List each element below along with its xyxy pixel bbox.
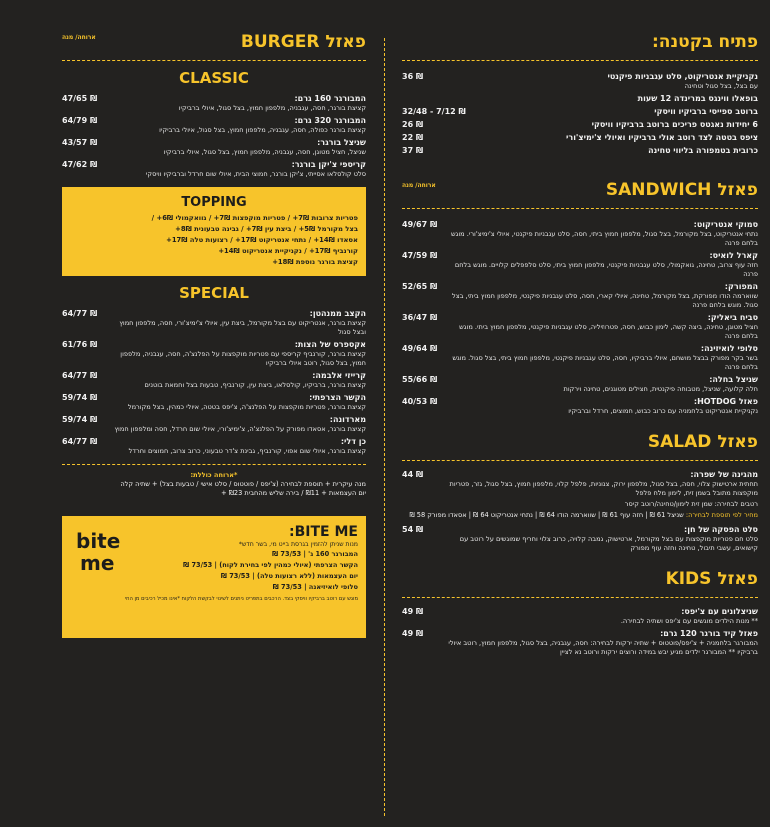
item-name: 6 יחידות נאגטס פריכים ברוטב ברביקיו וויסקי xyxy=(591,120,758,129)
menu-item xyxy=(62,159,366,179)
item-price: 64/79 ₪ xyxy=(62,116,98,125)
menu-item xyxy=(62,115,366,135)
text-line: קציצת בורגר נוספת 18₪+ xyxy=(272,258,358,266)
item-desc: קציצת בורגר, איולי שום אפוי, קורנביף, גבינת צ'דר טבעוני, כרוב צרוב, חמוצים וחרדל xyxy=(128,447,366,455)
menu-item xyxy=(402,628,758,657)
burger-note: ארוחה/ מנה xyxy=(62,34,96,41)
item-desc: קציצת בורגר, קורנביף קריספי עם פטריות מוקפצות על הפלנצ'ה, חסה, עגבניה, מלפפון חמוץ, בצל סגול, רוטב איולי ברביקיו xyxy=(120,350,366,367)
text-line: קורנביף 17₪+ / נקניקיית אנטריקוט 14₪+ xyxy=(218,247,358,255)
menu-item xyxy=(402,606,758,626)
item-price: 59/74 ₪ xyxy=(62,415,98,424)
bite-me-sub: מנות שניתן להזמין בגרסת בייט מי, בשר חדש* xyxy=(238,541,358,548)
menu-item xyxy=(62,414,366,434)
item-price: 49 ₪ xyxy=(402,629,424,638)
classic-list xyxy=(62,93,366,179)
classic-title: CLASSIC xyxy=(179,69,249,87)
item-name: ציפס בטטה לצד רוטב אולי ברביקיו ואיולי צ'ימיצ'ורי xyxy=(566,133,758,142)
item-price: 64/77 ₪ xyxy=(62,437,98,446)
item-name: הקשר הצרפתי: xyxy=(309,393,366,402)
menu-item xyxy=(62,392,366,412)
item-desc: עם בצל, בצל סגול וטחינה xyxy=(684,82,758,90)
menu-item xyxy=(402,93,758,104)
item-name: קרייזי אלבמה: xyxy=(312,371,366,380)
item-name: מארדונה: xyxy=(329,415,366,424)
bite-me-title: BITE ME: xyxy=(289,524,358,540)
item-price: 37 ₪ xyxy=(402,146,424,155)
bite-me-logo xyxy=(72,526,132,578)
menu-item xyxy=(402,132,758,143)
burger-divider xyxy=(62,60,366,61)
starters-divider xyxy=(402,60,758,61)
meal-title: *ארוחה כוללת: xyxy=(190,471,238,479)
text-line: הקשר הצרפתי (איולי כמהין לפי בחירת לקוח) | 73/53 ₪ xyxy=(183,561,358,569)
item-name: קריספי צ'יקן בורגר: xyxy=(291,160,366,169)
salad-title: פאזל SALAD xyxy=(647,432,758,452)
item-desc: חציל מטוגן, טחינה, ביצה קשה, לימון כבוש, חסה, פטרוזיליה, סלט עגבניות פיקנטי, מלפפון חמוץ ביתי. מוגש בלחם פרנה xyxy=(459,323,758,340)
item-desc: רטבים לבחירה: שמן זית לימון/טחינה/רוטב קיסר xyxy=(624,500,758,508)
meal-line-1: מנה עיקרית + תוספת לבחירה (צ'יפס / פוטטוס / סלט אישי / טבעות בצל) + שתיה קלה xyxy=(120,480,366,488)
special-list xyxy=(62,308,366,456)
menu-item xyxy=(402,106,758,117)
text-line: בצל מקורמל 5₪+ / ביצת עין 7₪+ / גבינה טבעונית 8₪+ xyxy=(175,225,358,233)
item-desc: קציצת בורגר, חסה, עגבניה, מלפפון חמוץ, בצל סגול, איולי ברביקיו xyxy=(178,104,366,112)
menu-item xyxy=(402,145,758,156)
meal-divider xyxy=(62,464,366,465)
item-name: פאזל קיד בורגר 120 גרם: xyxy=(660,629,758,638)
menu-item xyxy=(62,339,366,368)
item-name: סלט הפסקה של חן: xyxy=(684,525,758,534)
item-desc: קציצת בורגר כפולה, חסה, עגבניה, מלפפון חמוץ, בצל סגול, איולי ברביקיו xyxy=(159,126,366,134)
item-price: 40/53 ₪ xyxy=(402,397,438,406)
item-desc: קציצת בורגר, אסאדו מפורק על הפלנצ'ה, צ'ימיצ'ורי, איולי שום חרדל, חסה ומלפפון חמוץ xyxy=(114,425,366,433)
topping-title: TOPPING xyxy=(181,195,247,210)
item-desc: חלה קלועה, שניצל, מטבוחה פיקנטית, חצילים מטוגנים, טחינה וירקות xyxy=(563,385,758,393)
menu-item xyxy=(402,312,758,341)
item-desc: חזה עוף צרוב, טחינה, גואקמולי, סלט עגבניות פיקנטי, מלפפון חמוץ ביתי, סלט סלפפלים קלויים. מוגש בלחם פרנה xyxy=(454,261,758,278)
menu-item xyxy=(402,500,758,509)
logo-text-2: me xyxy=(80,551,115,575)
menu-item xyxy=(402,469,758,498)
item-name: קארל לואיס: xyxy=(709,251,758,260)
salad-item-2 xyxy=(402,524,758,553)
burger-title: פאזל BURGER xyxy=(240,32,366,52)
meal-line-2: יום העצמאות + ₪11 / בירה שליש מהחבית ₪23 + xyxy=(221,489,366,497)
menu-item xyxy=(402,281,758,310)
menu-item xyxy=(62,93,366,113)
text-line: סלופי לואיזיאנה | 73/53 ₪ xyxy=(272,583,358,591)
item-name: ברוטב ספייסי ברביקיו וויסקי xyxy=(654,107,758,116)
menu-item xyxy=(62,436,366,456)
item-name: נקניקיית אנטריקוט, סלט עגבניות פיקנטי xyxy=(607,72,758,81)
item-price: 47/62 ₪ xyxy=(62,160,98,169)
topping-lines xyxy=(70,213,358,268)
item-name: כן דלי: xyxy=(340,437,366,446)
starters-list xyxy=(402,71,758,156)
salad-addons-title: מחיר לפי תוספת לבחירה: xyxy=(685,511,758,519)
item-desc: תחתית ארטישוק צלוי, חסה, בצל סגול, מלפפון ירוק, צנוניות, פלפל קלוי, מלפפון חמוץ, בצל סגול, גזר, פטריות מוקפצות מתובל בשמן זית, לימון מלח פלפל xyxy=(449,480,758,497)
item-name: הקצב ממנהטן: xyxy=(309,309,366,318)
bite-me-footnote: מוגש עם רוטב ברביקיו וויסקי בצד. הרכבים בתפריט ניתנים לשינוי לבקשת הלקוח *אינו מכיל רכיבים מן החי xyxy=(124,596,358,602)
item-price: 49 ₪ xyxy=(402,607,424,616)
menu-item xyxy=(402,250,758,279)
column-divider xyxy=(384,38,385,816)
kids-list xyxy=(402,606,758,657)
text-line: אסאדו 14₪+ / נתחי אנטריקוט 17₪+ / רצועות טלה 17₪+ xyxy=(166,236,358,244)
text-line: יום העצמאות (ללא רצועות טלה) | 73/53 ₪ xyxy=(220,572,358,580)
bite-me-box xyxy=(62,516,366,638)
sandwich-title: פאזל SANDWICH xyxy=(605,180,758,200)
item-price: 54 ₪ xyxy=(402,525,424,534)
right-column xyxy=(402,30,758,659)
kids-divider xyxy=(402,597,758,598)
item-price: 44 ₪ xyxy=(402,470,424,479)
item-name: סמוקי אנטריקוט: xyxy=(693,220,758,229)
item-price: 47/59 ₪ xyxy=(402,251,438,260)
menu-item xyxy=(62,370,366,390)
item-price: 64/77 ₪ xyxy=(62,309,98,318)
item-name: שניצל בורגר: xyxy=(317,138,366,147)
item-desc: ** מנות הילדים מוגשים עם צ'יפס ושתיה לבחירה. xyxy=(620,617,758,625)
sandwich-divider xyxy=(402,208,758,209)
item-desc: שווארמה הודו מפורקת, בצל מקורמל, טחינה, איולי קארי, חסה, סלט עגבניות פיקנטי, מלפפון חמוץ ביתי, בצל סגול. מוגש בלחם פרנה xyxy=(451,292,758,309)
item-name: בופאלו ווינגס במרינדה 12 שעות xyxy=(637,94,758,103)
item-price: 52/65 ₪ xyxy=(402,282,438,291)
burger-header xyxy=(62,30,366,54)
item-desc: המבורגר בלחמניה + צ'יפס/פוטטוס + שתיה ירקות לבחירה: חסה, עגבניה, בצל סגול, מלפפון חמוץ, רוטב איולי ברביקיו ** המבורגר ילדים מגיע יבש במידה ורוצים ירקות ורוטב נא לציין xyxy=(448,639,758,656)
item-name: המפורק: xyxy=(724,282,758,291)
salad-list xyxy=(402,469,758,509)
item-name: סביח ביאליק: xyxy=(707,313,758,322)
item-name: אקספרס של הצות: xyxy=(294,340,366,349)
item-name: שניצל בחלה: xyxy=(709,375,758,384)
item-price: 32/48 - 7/12 ₪ xyxy=(402,107,466,116)
item-name: שניצלונים עם צ'יפס: xyxy=(681,607,758,616)
item-price: 49/67 ₪ xyxy=(402,220,438,229)
text-line: פטריות צרובות 7₪+ / פטריות מוקפצות 7₪+ / גוואקמולי 6₪+ / xyxy=(151,214,358,222)
item-price: 43/57 ₪ xyxy=(62,138,98,147)
menu-item xyxy=(402,396,758,416)
text-line: המבורגר 160 ג' | 73/53 ₪ xyxy=(272,550,358,558)
menu-item xyxy=(402,119,758,130)
sandwich-list xyxy=(402,219,758,416)
item-price: 47/65 ₪ xyxy=(62,94,98,103)
item-price: 59/74 ₪ xyxy=(62,393,98,402)
item-name: מהגינה של שפרה: xyxy=(690,470,758,479)
menu-item xyxy=(402,71,758,91)
item-desc: קציצת בורגר, אנטריקוט עם בצל מקורמל, ביצת עין, איולי צ'ימיצ'ורי, חסה, מלפפון חמוץ ובצל סגול xyxy=(119,319,366,336)
item-desc: סלט קולסלאו אסייתי, צ'יקן בורגר, חמוצי הבית, איולי שום חרדל וברביקיו וויסקי xyxy=(145,170,366,178)
item-price: 49/64 ₪ xyxy=(402,344,438,353)
item-desc: בשר בקר מפורק בבצל מושחם, איולי ברביקיו, חסה, סלט עגבניות פיקנטי, מלפפון חמוץ ביתי, בצל סגול. מוגש בלחם פרנה xyxy=(452,354,758,371)
salad-divider xyxy=(402,460,758,461)
topping-box xyxy=(62,187,366,276)
item-desc: קציצת בורגר, ברביקיו, קולסלאו, ביצת עין, קורנביף, טבעות בצל וחמאת בוטנים xyxy=(144,381,366,389)
item-price: 36 ₪ xyxy=(402,72,424,81)
salad-addons xyxy=(402,511,758,520)
item-desc: שניצל, חציל מטוגן, חסה, עגבניה, מלפפון חמוץ, בצל סגול, איולי ברביקיו xyxy=(163,148,366,156)
kids-title: פאזל KIDS xyxy=(665,569,758,589)
left-column xyxy=(62,30,366,638)
item-price: 64/77 ₪ xyxy=(62,371,98,380)
menu-item xyxy=(402,219,758,248)
item-name: פאזל HOTDOG: xyxy=(693,397,758,406)
menu-item xyxy=(62,308,366,337)
special-title: SPECIAL xyxy=(179,284,249,302)
menu-item xyxy=(62,137,366,157)
logo-text-1: bite xyxy=(76,529,121,553)
item-name: המבורגר 160 גרם: xyxy=(294,94,366,103)
menu-item xyxy=(402,343,758,372)
item-desc: סלט חם פטריות מוקפצות עם בצל מקורמל, ארטישוק, גמבה קלויה, כרוב צלוי וחריף שמוגשים על רוטב עם קישואים, עשבי תיבול, טחינה וחזה עוף מפורק xyxy=(459,535,758,552)
item-price: 26 ₪ xyxy=(402,120,424,129)
item-desc: נקניקיית אנטריקוט בלחמניה עם כרוב כבוש, חמוצים, חרדל וברביקיו xyxy=(568,407,758,415)
item-price: 55/66 ₪ xyxy=(402,375,438,384)
item-desc: נתחי אנטריקוט, בצל מקורמל, בצל סגול, מלפפון חמוץ ביתי, חסה, סלט עגבניות פיקנטי, איולי צ'ימיצ'ורי. מוגש בלחם פרנה xyxy=(450,230,758,247)
sandwich-header xyxy=(402,178,758,202)
item-price: 36/47 ₪ xyxy=(402,313,438,322)
item-name: סלופי לואיזינה: xyxy=(700,344,758,353)
item-price: 61/76 ₪ xyxy=(62,340,98,349)
item-name: כרובית בטמפורה בליווי טחינה xyxy=(648,146,758,155)
item-desc: קציצת בורגר, פטריות מוקפצות על הפלנצ'ה, צ'יפס בטטה, איולי כמהין, בצל מקורמל xyxy=(127,403,366,411)
menu-item xyxy=(402,374,758,394)
item-price: 22 ₪ xyxy=(402,133,424,142)
salad-addons-text: שניצל 61 ₪ | חזה עוף 61 ₪ | שווארמה הודו 64 ₪ | נתחי אנטריקוט 64 ₪ | אסאדו מפורק 58 ₪ xyxy=(409,511,684,519)
starters-title: פתיח בקטנה: xyxy=(651,32,758,52)
sandwich-note: ארוחה/ מנה xyxy=(402,182,436,189)
item-name: המבורגר 320 גרם: xyxy=(294,116,366,125)
